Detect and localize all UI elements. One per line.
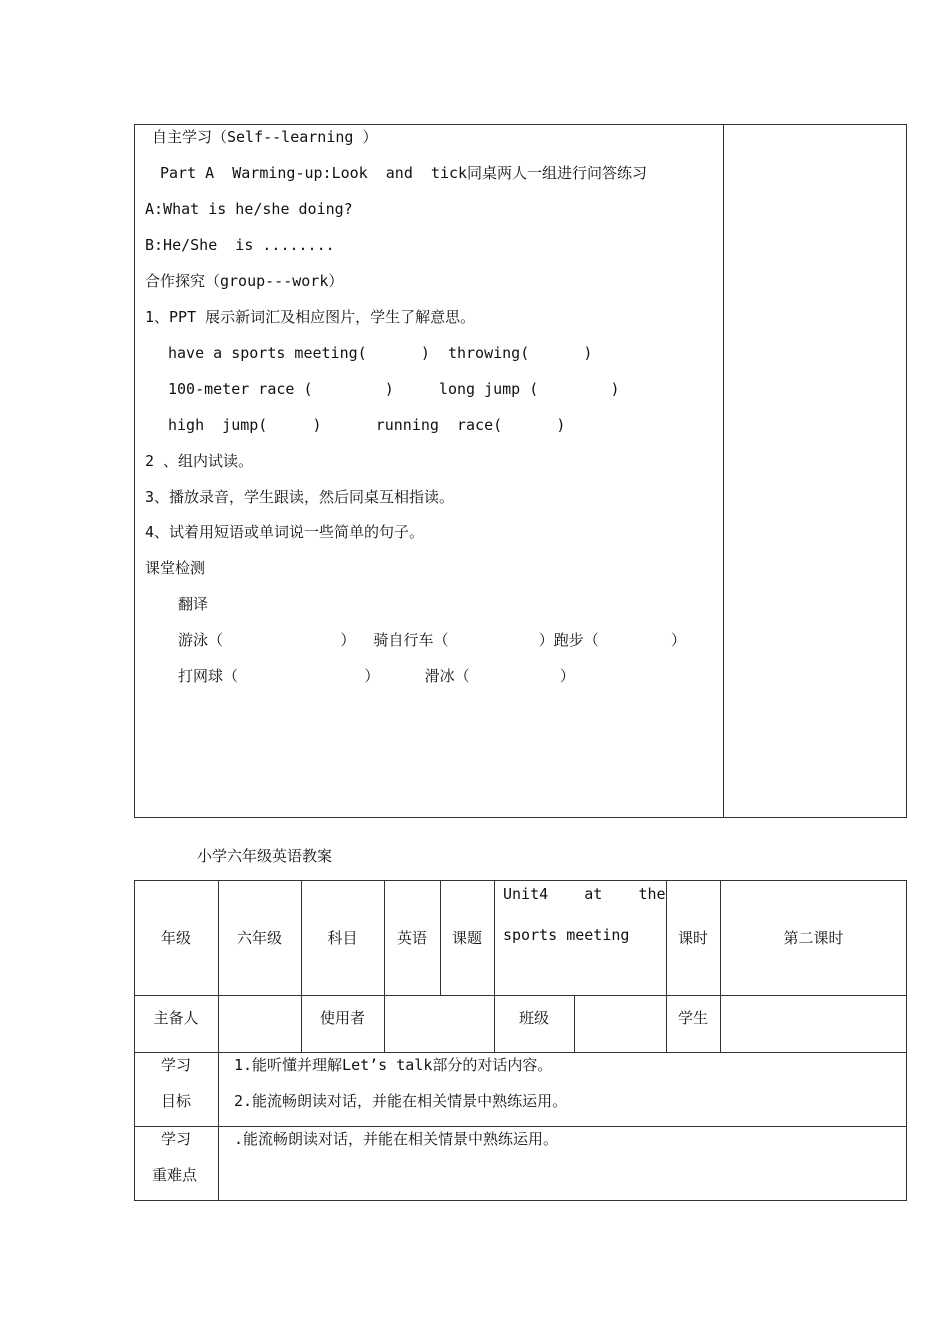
topic-line-1: Unit4 at the xyxy=(503,885,666,903)
period-label: 课时 xyxy=(677,928,708,947)
row-divider xyxy=(134,1052,907,1053)
topic-line-2: sports meeting xyxy=(503,926,630,944)
preparer-label: 主备人 xyxy=(153,1008,199,1027)
goal-label-line-1: 学习 xyxy=(161,1056,192,1074)
self-learning-table xyxy=(134,124,907,818)
col-divider xyxy=(574,995,575,1052)
vocab-row-3: high jump( ) running race( ) xyxy=(168,416,566,434)
step-4: 4、试着用短语或单词说一些简单的句子。 xyxy=(145,523,425,541)
step-3: 3、播放录音，学生跟读，然后同桌互相指读。 xyxy=(145,488,455,506)
self-learning-divider xyxy=(723,124,724,818)
vocab-row-1: have a sports meeting( ) throwing( ) xyxy=(168,344,593,362)
step-2: 2 、组内试读。 xyxy=(145,452,254,470)
key-label-line-2: 重难点 xyxy=(152,1166,198,1184)
grade-value: 六年级 xyxy=(236,928,282,947)
period-value: 第二课时 xyxy=(783,928,844,947)
lesson-plan-title: 小学六年级英语教案 xyxy=(197,847,333,865)
question-b: B:He/She is ........ xyxy=(145,236,335,254)
topic-label: 课题 xyxy=(451,928,482,947)
group-work-heading: 合作探究（group---work） xyxy=(145,272,344,290)
col-divider xyxy=(720,995,721,1052)
question-a: A:What is he/she doing? xyxy=(145,200,353,218)
key-label-line-1: 学习 xyxy=(161,1130,192,1148)
class-check-heading: 课堂检测 xyxy=(145,559,206,577)
self-learning-heading: 自主学习（Self--learning ） xyxy=(152,128,378,146)
student-label: 学生 xyxy=(677,1008,708,1027)
translate-row-2: 打网球（ ） 滑冰（ ） xyxy=(178,667,575,685)
key-points-text: .能流畅朗读对话，并能在相关情景中熟练运用。 xyxy=(234,1130,559,1148)
part-a-line: Part A Warming-up:Look and tick同桌两人一组进行问答练习 xyxy=(160,164,648,182)
row-divider xyxy=(134,1126,907,1127)
vocab-row-2: 100-meter race ( ) long jump ( ) xyxy=(168,380,620,398)
subject-label: 科目 xyxy=(327,928,358,947)
col-divider xyxy=(494,880,495,995)
goal-1: 1.能听懂并理解Let’s talk部分的对话内容。 xyxy=(234,1056,553,1074)
subject-value: 英语 xyxy=(396,928,427,947)
grade-label: 年级 xyxy=(160,928,191,947)
col-divider xyxy=(218,995,219,1052)
user-label: 使用者 xyxy=(319,1008,365,1027)
col-divider xyxy=(218,1052,219,1201)
translate-row-1: 游泳（ ） 骑自行车（ ）跑步（ ） xyxy=(178,631,687,649)
goal-label-line-2: 目标 xyxy=(161,1092,192,1110)
step-1: 1、PPT 展示新词汇及相应图片，学生了解意思。 xyxy=(145,308,476,326)
translate-label: 翻译 xyxy=(178,595,209,613)
class-label: 班级 xyxy=(518,1008,549,1027)
goal-2: 2.能流畅朗读对话，并能在相关情景中熟练运用。 xyxy=(234,1092,568,1110)
col-divider xyxy=(384,995,385,1052)
